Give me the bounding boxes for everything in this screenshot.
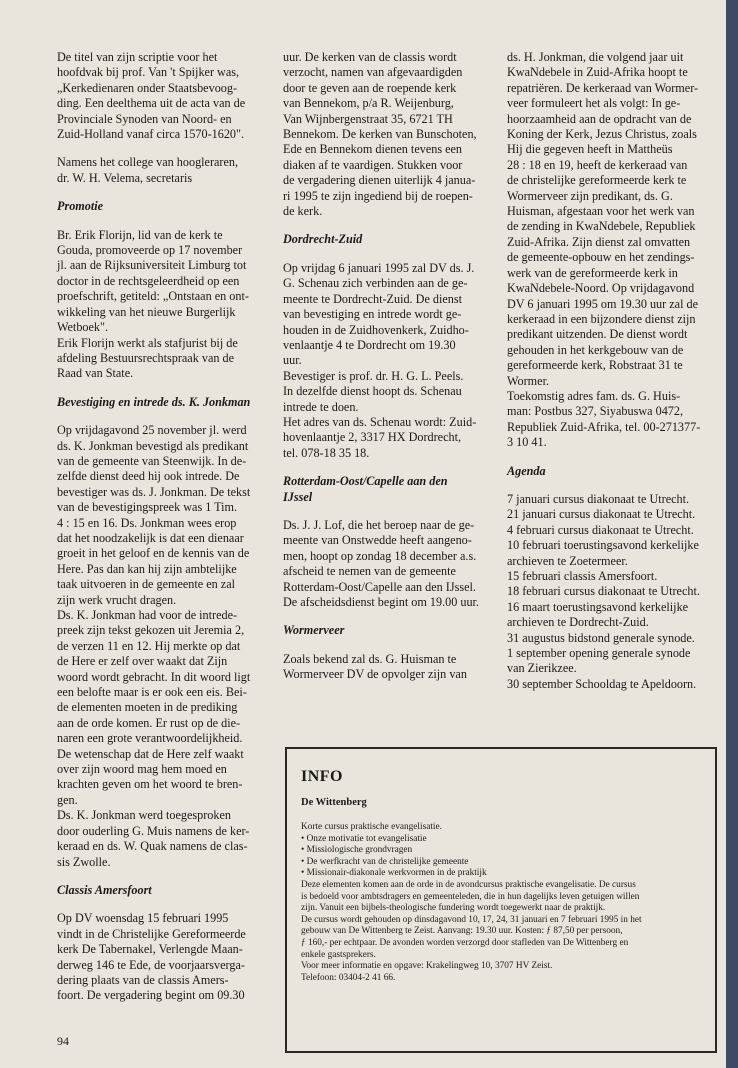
text-line: dr. W. H. Velema, secretaris	[57, 170, 193, 185]
text-line: enkele gastsprekers.	[301, 949, 376, 960]
text-line: Het adres van ds. Schenau wordt: Zuid-	[283, 414, 477, 429]
text-line: door te geven aan de roepende kerk	[283, 80, 457, 95]
text-line: gebouw van De Wittenberg te Zeist. Aanvang: 19.30 uur. Kosten: ƒ 87,50 per persoon,	[301, 926, 623, 937]
paragraph-dordrecht	[283, 261, 491, 461]
text-line: Telefoon: 03404-2 41 66.	[301, 972, 396, 983]
text-line: repatriëren. De kerkeraad van Wormer-	[507, 80, 699, 95]
text-line: „Kerkedienaren onder Staatsbevoog-	[57, 80, 238, 95]
text-line: Br. Erik Florijn, lid van de kerk te	[57, 227, 223, 242]
text-line: sis Zwolle.	[57, 854, 111, 869]
text-line: hoofdvak bij prof. Van 't Spijker was,	[57, 65, 240, 80]
text-line: Erik Florijn werkt als stafjurist bij de	[57, 335, 238, 350]
text-line: men, hoopt op zondag 18 december a.s.	[283, 548, 477, 563]
paragraph-classis-cont	[283, 50, 491, 219]
heading-wormerveer: Wormerveer	[283, 623, 345, 638]
info-title: INFO	[301, 768, 343, 785]
text-line: veer formuleert het als volgt: In ge-	[507, 96, 681, 111]
text-line: archieven te Zoetermeer.	[507, 553, 628, 568]
text-line: ri 1995 te zijn ingediend bij de roepen-	[283, 188, 473, 203]
text-line: tel. 078-18 35 18.	[283, 445, 370, 460]
text-line: De cursus wordt gehouden op dinsdagavond 10, 17, 24, 31 januari en 7 februari 1995 in het	[301, 914, 642, 925]
text-line: proefschrift, getiteld: „Ontstaan en ont-	[57, 289, 249, 304]
text-line: woord wordt gebracht. In dit woord ligt	[57, 669, 251, 684]
text-line: meente van Onstwedde heeft aangeno-	[283, 533, 472, 548]
text-line: zelfde dienst deed hij ook intrede. De	[57, 469, 240, 484]
text-line: man: Postbus 327, Siyabuswa 0472,	[507, 404, 684, 419]
text-line: venlaantje 4 te Dordrecht om 19.30	[283, 337, 456, 352]
text-line: Koning der Kerk, Jezus Christus, zoals	[507, 127, 697, 142]
info-box	[285, 747, 717, 1053]
text-line: 4 : 15 en 16. Ds. Jonkman wees erop	[57, 515, 237, 530]
text-line: Here. Pas dan kan hij zijn ambtelijke	[57, 561, 237, 576]
info-intro: Korte cursus praktische evangelisatie.	[301, 822, 442, 832]
text-line: Ede en Bennekom dienen tevens een	[283, 142, 463, 157]
text-line: Voor meer informatie en opgave: Krakelingweg 10, 3707 HV Zeist.	[301, 961, 553, 972]
text-line: houden in de Zuidhovenkerk, Zuidho-	[283, 322, 469, 337]
text-line: hovenlaantje 2, 3317 HX Dordrecht,	[283, 430, 462, 445]
text-line: van de bevestigingspreek was 1 Tim.	[57, 500, 238, 515]
text-line: Bennekom. De kerken van Bunschoten,	[283, 127, 477, 142]
text-line: 31 augustus bidstond generale synode.	[507, 630, 695, 645]
text-line: De afscheidsdienst begint om 19.00 uur.	[283, 595, 479, 609]
text-line: G. Schenau zich verbinden aan de ge-	[283, 276, 468, 291]
text-line: naren een grote verantwoordelijkheid.	[57, 731, 243, 746]
text-line: Van Wijnbergenstraat 35, 6721 TH	[283, 111, 453, 126]
text-line: Op vrijdag 6 januari 1995 zal DV ds. J.	[283, 260, 475, 275]
paragraph-signature	[57, 155, 267, 186]
paragraph-scriptie	[57, 50, 267, 142]
text-line: Hij die gegeven heeft in Mattheüs	[507, 142, 673, 157]
text-line: 16 maart toerustingsavond kerkelijke	[507, 599, 689, 614]
text-line: preek zijn tekst gekozen uit Jeremia 2,	[57, 623, 245, 638]
text-line: Ds. K. Jonkman had voor de intrede-	[57, 608, 238, 622]
text-line: derweg 146 te Ede, de voorjaarsverga-	[57, 957, 245, 972]
text-line: meente te Dordrecht-Zuid. De dienst	[283, 291, 463, 306]
text-line: door ouderling G. Muis namens de ker-	[57, 823, 250, 838]
text-line: van bevestiging en intrede wordt ge-	[283, 307, 462, 322]
heading-bevestiging: Bevestiging en intrede ds. K. Jonkman	[57, 394, 251, 409]
page-number: 94	[57, 1034, 69, 1048]
text-line: archieven te Dordrecht-Zuid.	[507, 615, 649, 630]
text-line: De wetenschap dat de Here zelf waakt	[57, 746, 244, 761]
text-line: van Bennekom, p/a R. Weijenburg,	[283, 96, 454, 111]
text-line: diaken af te vaardigen. Stukken voor	[283, 157, 463, 172]
text-line: Wetboek".	[57, 320, 109, 335]
text-line: Rotterdam-Oost/Capelle aan den	[283, 474, 448, 489]
text-line: 21 januari cursus diakonaat te Utrecht.	[507, 507, 696, 522]
text-line: 3 10 41.	[507, 435, 547, 450]
text-line: 1 september opening generale synode	[507, 646, 691, 661]
text-line: ƒ 160,- per echtpaar. De avonden worden verzorgd door stafleden van De Wittenberg en	[301, 937, 629, 948]
text-line: kerkeraad in een bijzondere dienst zijn	[507, 311, 696, 326]
text-line: vindt in de Christelijke Gereformeerde	[57, 926, 246, 941]
info-bullet: • Missionair-diakonale werkvormen in de praktijk	[301, 868, 701, 880]
text-line: foort. De vergadering begint om 09.30	[57, 988, 245, 1003]
text-line: de christelijke gereformeerde kerk te	[507, 173, 687, 188]
text-line: Op DV woensdag 15 februari 1995	[57, 911, 229, 926]
heading-agenda: Agenda	[507, 463, 546, 478]
paragraph-wormerveer	[283, 652, 491, 683]
text-line: van de gemeente van Steenwijk. In de-	[57, 453, 247, 468]
text-line: taak uitvoeren in de gemeente en zal	[57, 577, 235, 592]
text-line: uur.	[283, 353, 302, 368]
text-line: Zuid-Holland vanaf circa 1570-1620".	[57, 127, 245, 142]
text-line: zijn werk vrucht dragen.	[57, 592, 177, 607]
text-line: In dezelfde dienst hoopt ds. Schenau	[283, 384, 462, 399]
text-line: Republiek Zuid-Afrika, tel. 00-271377-	[507, 419, 701, 434]
info-bullet: • Onze motivatie tot evangelisatie	[301, 834, 701, 846]
text-line: IJssel	[283, 489, 313, 504]
text-line: Ds. K. Jonkman werd toegesproken	[57, 808, 231, 823]
text-line: de verzen 11 en 12. Hij merkte op dat	[57, 638, 241, 653]
text-line: afdeling Bestuursrechtspraak van de	[57, 350, 234, 365]
text-line: verzocht, namen van afgevaardigden	[283, 65, 463, 80]
info-subtitle: De Wittenberg	[301, 797, 367, 808]
text-line: de kerk.	[283, 204, 323, 219]
page-edge-strip	[726, 0, 738, 1068]
text-line: jl. aan de Rijksuniversiteit Limburg tot	[57, 258, 247, 273]
text-line: 10 februari toerustingsavond kerkelijke	[507, 538, 699, 553]
paragraph-bevestiging	[57, 423, 267, 870]
text-line: 7 januari cursus diakonaat te Utrecht.	[507, 491, 690, 506]
text-line: Raad van State.	[57, 366, 134, 381]
text-line: 18 februari cursus diakonaat te Utrecht.	[507, 584, 700, 599]
text-line: 15 februari classis Amersfoort.	[507, 569, 658, 583]
heading-promotie: Promotie	[57, 199, 104, 214]
text-line: Zoals bekend zal ds. G. Huisman te	[283, 651, 457, 666]
text-line: 4 februari cursus diakonaat te Utrecht.	[507, 522, 694, 537]
text-line: ds. K. Jonkman bevestigd als predikant	[57, 438, 249, 453]
text-line: van Zierikzee.	[507, 661, 577, 676]
text-line: de zending in KwaNdebele, Republiek	[507, 219, 696, 234]
text-line: Huisman, afgestaan voor het werk van	[507, 204, 695, 219]
text-line: intrede te doen.	[283, 399, 359, 414]
text-line: KwaNdebele in Zuid-Afrika hoopt te	[507, 65, 688, 80]
text-line: Provinciale Synoden van Noord- en	[57, 111, 232, 126]
text-line: KwaNdebele-Noord. Op vrijdagavond	[507, 281, 695, 296]
paragraph-wormerveer-cont	[507, 50, 713, 451]
text-line: Wormerveer DV de opvolger zijn van	[283, 667, 467, 682]
text-line: groeit in het geloof en de kennis van de	[57, 546, 250, 561]
paragraph-classis	[57, 911, 267, 1003]
column-1	[57, 50, 267, 1004]
text-line: Bevestiger is prof. dr. H. G. L. Peels.	[283, 368, 464, 383]
text-line: predikant uitzenden. De dienst wordt	[507, 327, 688, 342]
text-line: hoorzaamheid aan de opdracht van de	[507, 111, 692, 126]
text-line: Rotterdam-Oost/Capelle aan den IJssel.	[283, 579, 476, 594]
heading-rotterdam	[283, 474, 491, 505]
text-line: Deze elementen komen aan de orde in de avondcursus praktische evangelisatie. De cursus	[301, 879, 636, 890]
text-line: De titel van zijn scriptie voor het	[57, 50, 218, 64]
text-line: keraad en ds. W. Quak namens de clas-	[57, 839, 248, 854]
info-bullet: • De werfkracht van de christelijke gemeente	[301, 857, 701, 869]
text-line: ds. H. Jonkman, die volgend jaar uit	[507, 50, 684, 64]
text-line: gen.	[57, 792, 78, 807]
text-line: ding. Een deelthema uit de acta van de	[57, 96, 246, 111]
text-line: dat het noodzakelijk is dat een dienaar	[57, 530, 244, 545]
text-line: gereformeerde kerk, Robstraat 31 te	[507, 358, 683, 373]
text-line: de Here er zelf over waakt dat Zijn	[57, 654, 228, 669]
text-line: een belofte maar is er ook een eis. Bei-	[57, 685, 247, 700]
text-line: Gouda, promoveerde op 17 november	[57, 243, 243, 258]
text-line: 30 september Schooldag te Apeldoorn.	[507, 676, 697, 691]
text-line: doctor in de rechtsgeleerdheid op een	[57, 273, 240, 288]
text-line: bevestiger was ds. J. Jonkman. De tekst	[57, 484, 251, 499]
text-line: de gemeente-opbouw en het zendings-	[507, 250, 695, 265]
text-line: Wormerveer zijn predikant, ds. G.	[507, 188, 673, 203]
text-line: de vergadering dienen uiterlijk 4 janua-	[283, 173, 476, 188]
text-line: DV 6 januari 1995 om 19.30 uur zal de	[507, 296, 699, 311]
info-body	[301, 822, 701, 984]
text-line: uur. De kerken van de classis wordt	[283, 50, 457, 64]
text-line: aan de orde komen. Er rust op de die-	[57, 715, 241, 730]
text-line: werk van de gereformeerde kerk in	[507, 265, 678, 280]
column-3	[507, 50, 713, 692]
text-line: afscheid te nemen van de gemeente	[283, 564, 456, 579]
text-line: de elementen moeten in de prediking	[57, 700, 238, 715]
text-line: over zijn woord mag hem moed en	[57, 762, 227, 777]
agenda-list	[507, 492, 713, 692]
info-bullet-list	[301, 834, 701, 880]
column-2	[283, 50, 491, 683]
text-line: krachten geven om het woord te bren-	[57, 777, 243, 792]
text-line: dering plaats van de classis Amers-	[57, 972, 229, 987]
text-line: Namens het college van hoogleraren,	[57, 155, 239, 170]
text-line: 28 : 18 en 19, heeft de kerkeraad van	[507, 157, 688, 172]
paragraph-rotterdam	[283, 518, 491, 610]
text-line: zijn. Vanuit een bijbels-theologische fundering wordt toegewerkt naar de praktijk.	[301, 903, 606, 914]
text-line: kerk De Tabernakel, Verlengde Maan-	[57, 942, 243, 957]
info-bullet: • Missiologische grondvragen	[301, 845, 701, 857]
text-line: Toekomstig adres fam. ds. G. Huis-	[507, 388, 681, 403]
text-line: gehouden in het kerkgebouw van de	[507, 342, 684, 357]
text-line: Op vrijdagavond 25 november jl. werd	[57, 423, 247, 438]
text-line: Zuid-Afrika. Zijn dienst zal omvatten	[507, 234, 691, 249]
info-body-text	[301, 880, 701, 984]
text-line: wikkeling van het nieuwe Burgerlijk	[57, 304, 236, 319]
text-line: Ds. J. J. Lof, die het beroep naar de ge-	[283, 517, 475, 532]
text-line: Wormer.	[507, 373, 549, 388]
heading-dordrecht-zuid: Dordrecht-Zuid	[283, 232, 363, 247]
heading-classis-amersfoort: Classis Amersfoort	[57, 882, 152, 897]
paragraph-promotie	[57, 228, 267, 382]
text-line: is bedoeld voor ambtsdragers en gemeenteleden, die in hun dagelijks leven getuigen willen	[301, 891, 640, 902]
